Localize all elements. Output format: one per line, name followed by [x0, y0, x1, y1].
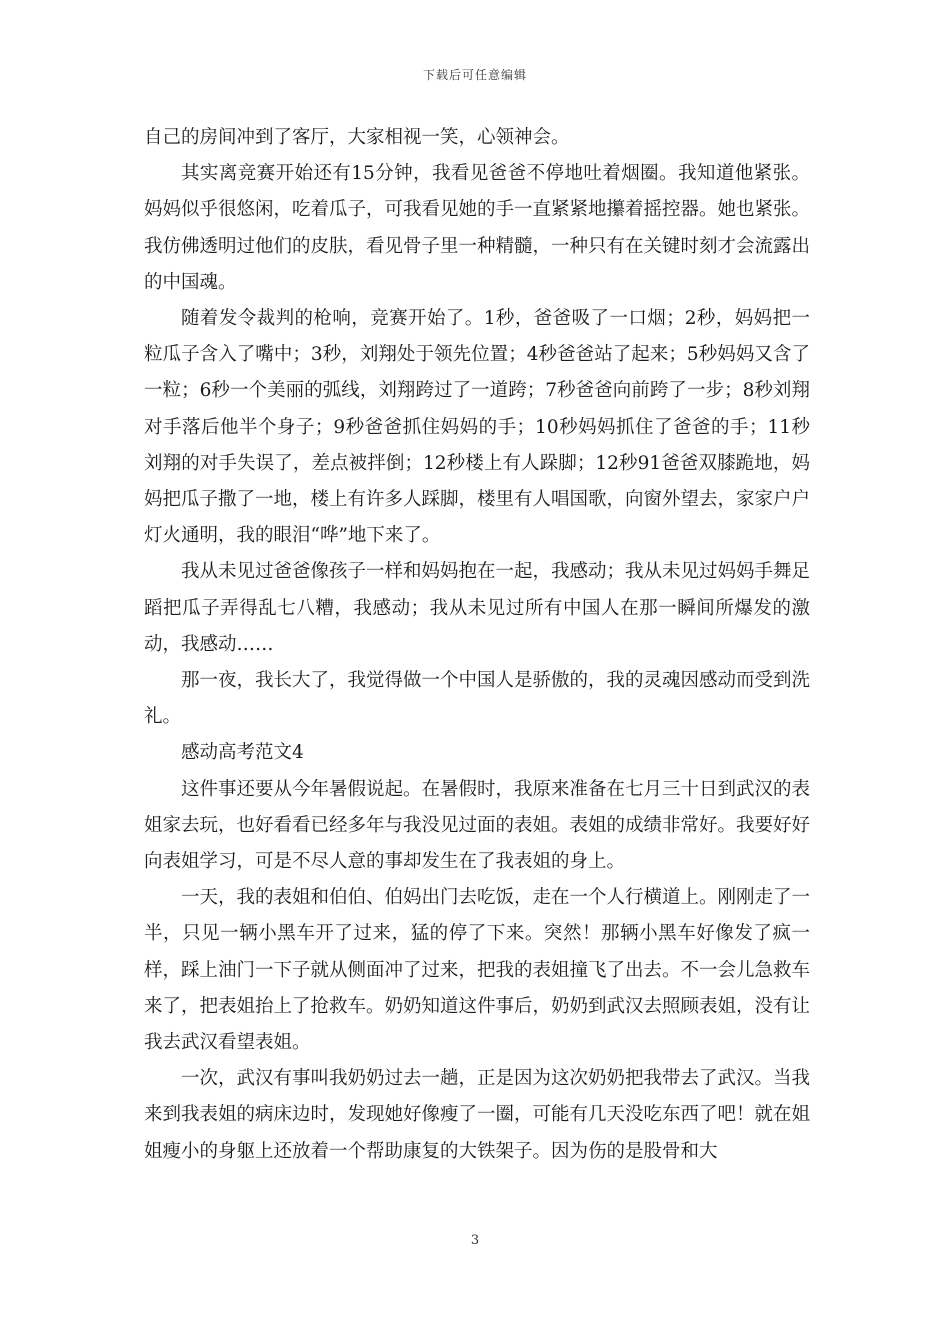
- page-number: 3: [470, 1233, 480, 1248]
- paragraph-8: 一次，武汉有事叫我奶奶过去一趟，正是因为这次奶奶把我带去了武汉。当我来到我表姐的病床边时，发现她好像瘦了一圈，可能有几天没吃东西了吧！就在姐姐瘦小的身躯上还放着一个帮助康复的大铁架子。因为伤的是股骨和大: [144, 1068, 811, 1162]
- paragraph-3: 随着发令裁判的枪响，竞赛开始了。1秒，爸爸吸了一口烟；2秒，妈妈把一粒瓜子含入了嘴中；3秒，刘翔处于领先位置；4秒爸爸站了起来；5秒妈妈又含了一粒；6秒一个美丽的弧线，刘翔跨过了一道跨；7秒爸爸向前跨了一步；8秒刘翔对手落后他半个身子；9秒爸爸抓住妈妈的手；10秒妈妈抓住了爸爸的手；11秒刘翔的对手失误了，差点被拌倒；12秒楼上有人跺脚；12秒91爸爸双膝跪地，妈妈把瓜子撒了一地，楼上有许多人踩脚，楼里有人唱国歌，向窗外望去，家家户户灯火通明，我的眼泪“哗”地下来了。: [144, 308, 811, 547]
- paragraph-4: 我从未见过爸爸像孩子一样和妈妈抱在一起，我感动；我从未见过妈妈手舞足蹈把瓜子弄得乱七八糟，我感动；我从未见过所有中国人在那一瞬间所爆发的激动，我感动……: [144, 561, 811, 655]
- document-body: [144, 120, 810, 1170]
- paragraph-6: 这件事还要从今年暑假说起。在暑假时，我原来准备在七月三十日到武汉的表姐家去玩，也好看看已经多年与我没见过面的表姐。表姐的成绩非常好。我要好好向表姐学习，可是不尽人意的事却发生在了我表姐的身上。: [144, 778, 811, 873]
- page-header: 下载后可任意编辑: [422, 68, 527, 82]
- paragraph-7: 一天，我的表姐和伯伯、伯妈出门去吃饭，走在一个人行横道上。刚刚走了一半，只见一辆小黑车开了过来，猛的停了下来。突然！那辆小黑车好像发了疯一样，踩上油门一下子就从侧面冲了过来，把我的表姐撞飞了出去。不一会儿急救车来了，把表姐抬上了抢救车。奶奶知道这件事后，奶奶到武汉去照顾表姐，没有让我去武汉看望表姐。: [144, 887, 811, 1054]
- paragraph-1: 自己的房间冲到了客厅，大家相视一笑，心领神会。: [144, 127, 570, 148]
- paragraph-5: 那一夜，我长大了，我觉得做一个中国人是骄傲的，我的灵魂因感动而受到洗礼。: [144, 670, 811, 728]
- paragraph-2: 其实离竞赛开始还有15分钟，我看见爸爸不停地吐着烟圈。我知道他紧张。妈妈似乎很悠闲，吃着瓜子，可我看见她的手一直紧紧地攥着摇控器。她也紧张。我仿佛透明过他们的皮肤，看见骨子里一种精髓，一种只有在关键时刻才会流露出的中国魂。: [144, 163, 811, 293]
- section-heading: 感动高考范文4: [181, 742, 304, 764]
